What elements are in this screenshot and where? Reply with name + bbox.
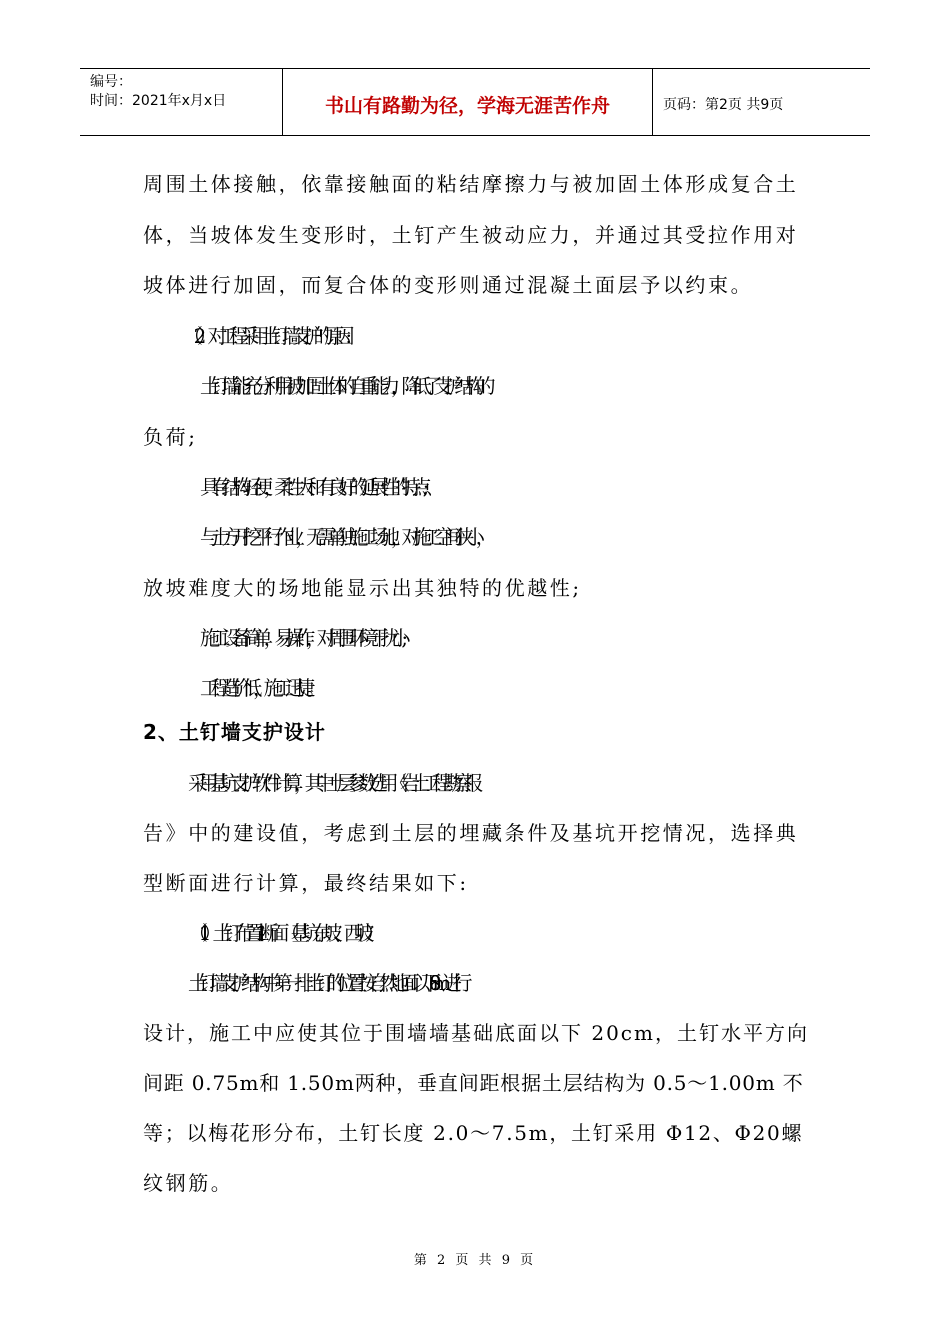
body-line: 放坡难度大的场地能显示出其独特的优越性; (143, 576, 582, 600)
body-line: 工程造价低，施工迅捷。 (200, 676, 317, 700)
date-label: 时间：2021年x月x日 (90, 93, 227, 109)
body-line: 具有结构轻便，柔性大和有良好的延展性的特点; (200, 475, 420, 499)
body-line: 土钉墙能充分利用被加固土体的自重能力，降低了支护结构的 (200, 374, 487, 398)
body-line: 与土方开挖平行作业，无需单独施工场地，对施工空间狭小， (200, 525, 487, 549)
body-line: 间距 0.75m和 1.50m两种，垂直间距根据土层结构为 0.5～1.00m 不 (143, 1071, 804, 1095)
body-line: 型断面进行计算，最终结果如下: (143, 871, 469, 895)
body-line: 体，当坡体发生变形时，土钉产生被动应力，并通过其受拉作用对 (143, 223, 799, 247)
body-line: 告》中的建设值，考虑到土层的埋藏条件及基坑开挖情况，选择典 (143, 821, 799, 845)
body-line: 坡体进行加固，而复合体的变形则通过混凝土面层予以约束。 (143, 273, 754, 297)
number-label: 编号： (90, 74, 132, 90)
header-motto: 书山有路勤为径，学海无涯苦作舟 (283, 69, 653, 135)
body-line: 等；以梅花形分布，土钉长度 2.0～7.5m，土钉采用 Φ12、Φ20螺 (143, 1121, 804, 1145)
body-line: （1）土钉布置1-1断面（基坑东坡、西坡） (188, 921, 376, 945)
body-line: 周围土体接触，依靠接触面的粘结摩擦力与被加固土体形成复合土 (143, 172, 799, 196)
body-line: （2）对工程采用土钉墙支护的原因: (183, 324, 343, 348)
page-footer: 第 2 页 共 9 页 (413, 1253, 537, 1268)
body-line: 负荷; (143, 425, 198, 449)
body-line: 施工设备简单，易操作，对周围环境干扰小; (200, 626, 399, 650)
header-meta (80, 69, 283, 135)
body-line: 土钉墙支护结构中第一排土钉的位置按自然地面以下 0.8m进行 (188, 971, 464, 995)
section-heading: 2、土钉墙支护设计 (143, 720, 326, 744)
body-line: 纹钢筋。 (143, 1171, 234, 1195)
header-page-info: 页码：第2页 共9页 (663, 97, 784, 113)
body-line: 设计，施工中应使其位于围墙墙基础底面以下 20cm，土钉水平方向 (143, 1021, 809, 1045)
body-line: 采用基坑支护软件计算，其中土层参数选用《岩土工程勘察报 (188, 771, 475, 795)
page-header (80, 68, 870, 136)
